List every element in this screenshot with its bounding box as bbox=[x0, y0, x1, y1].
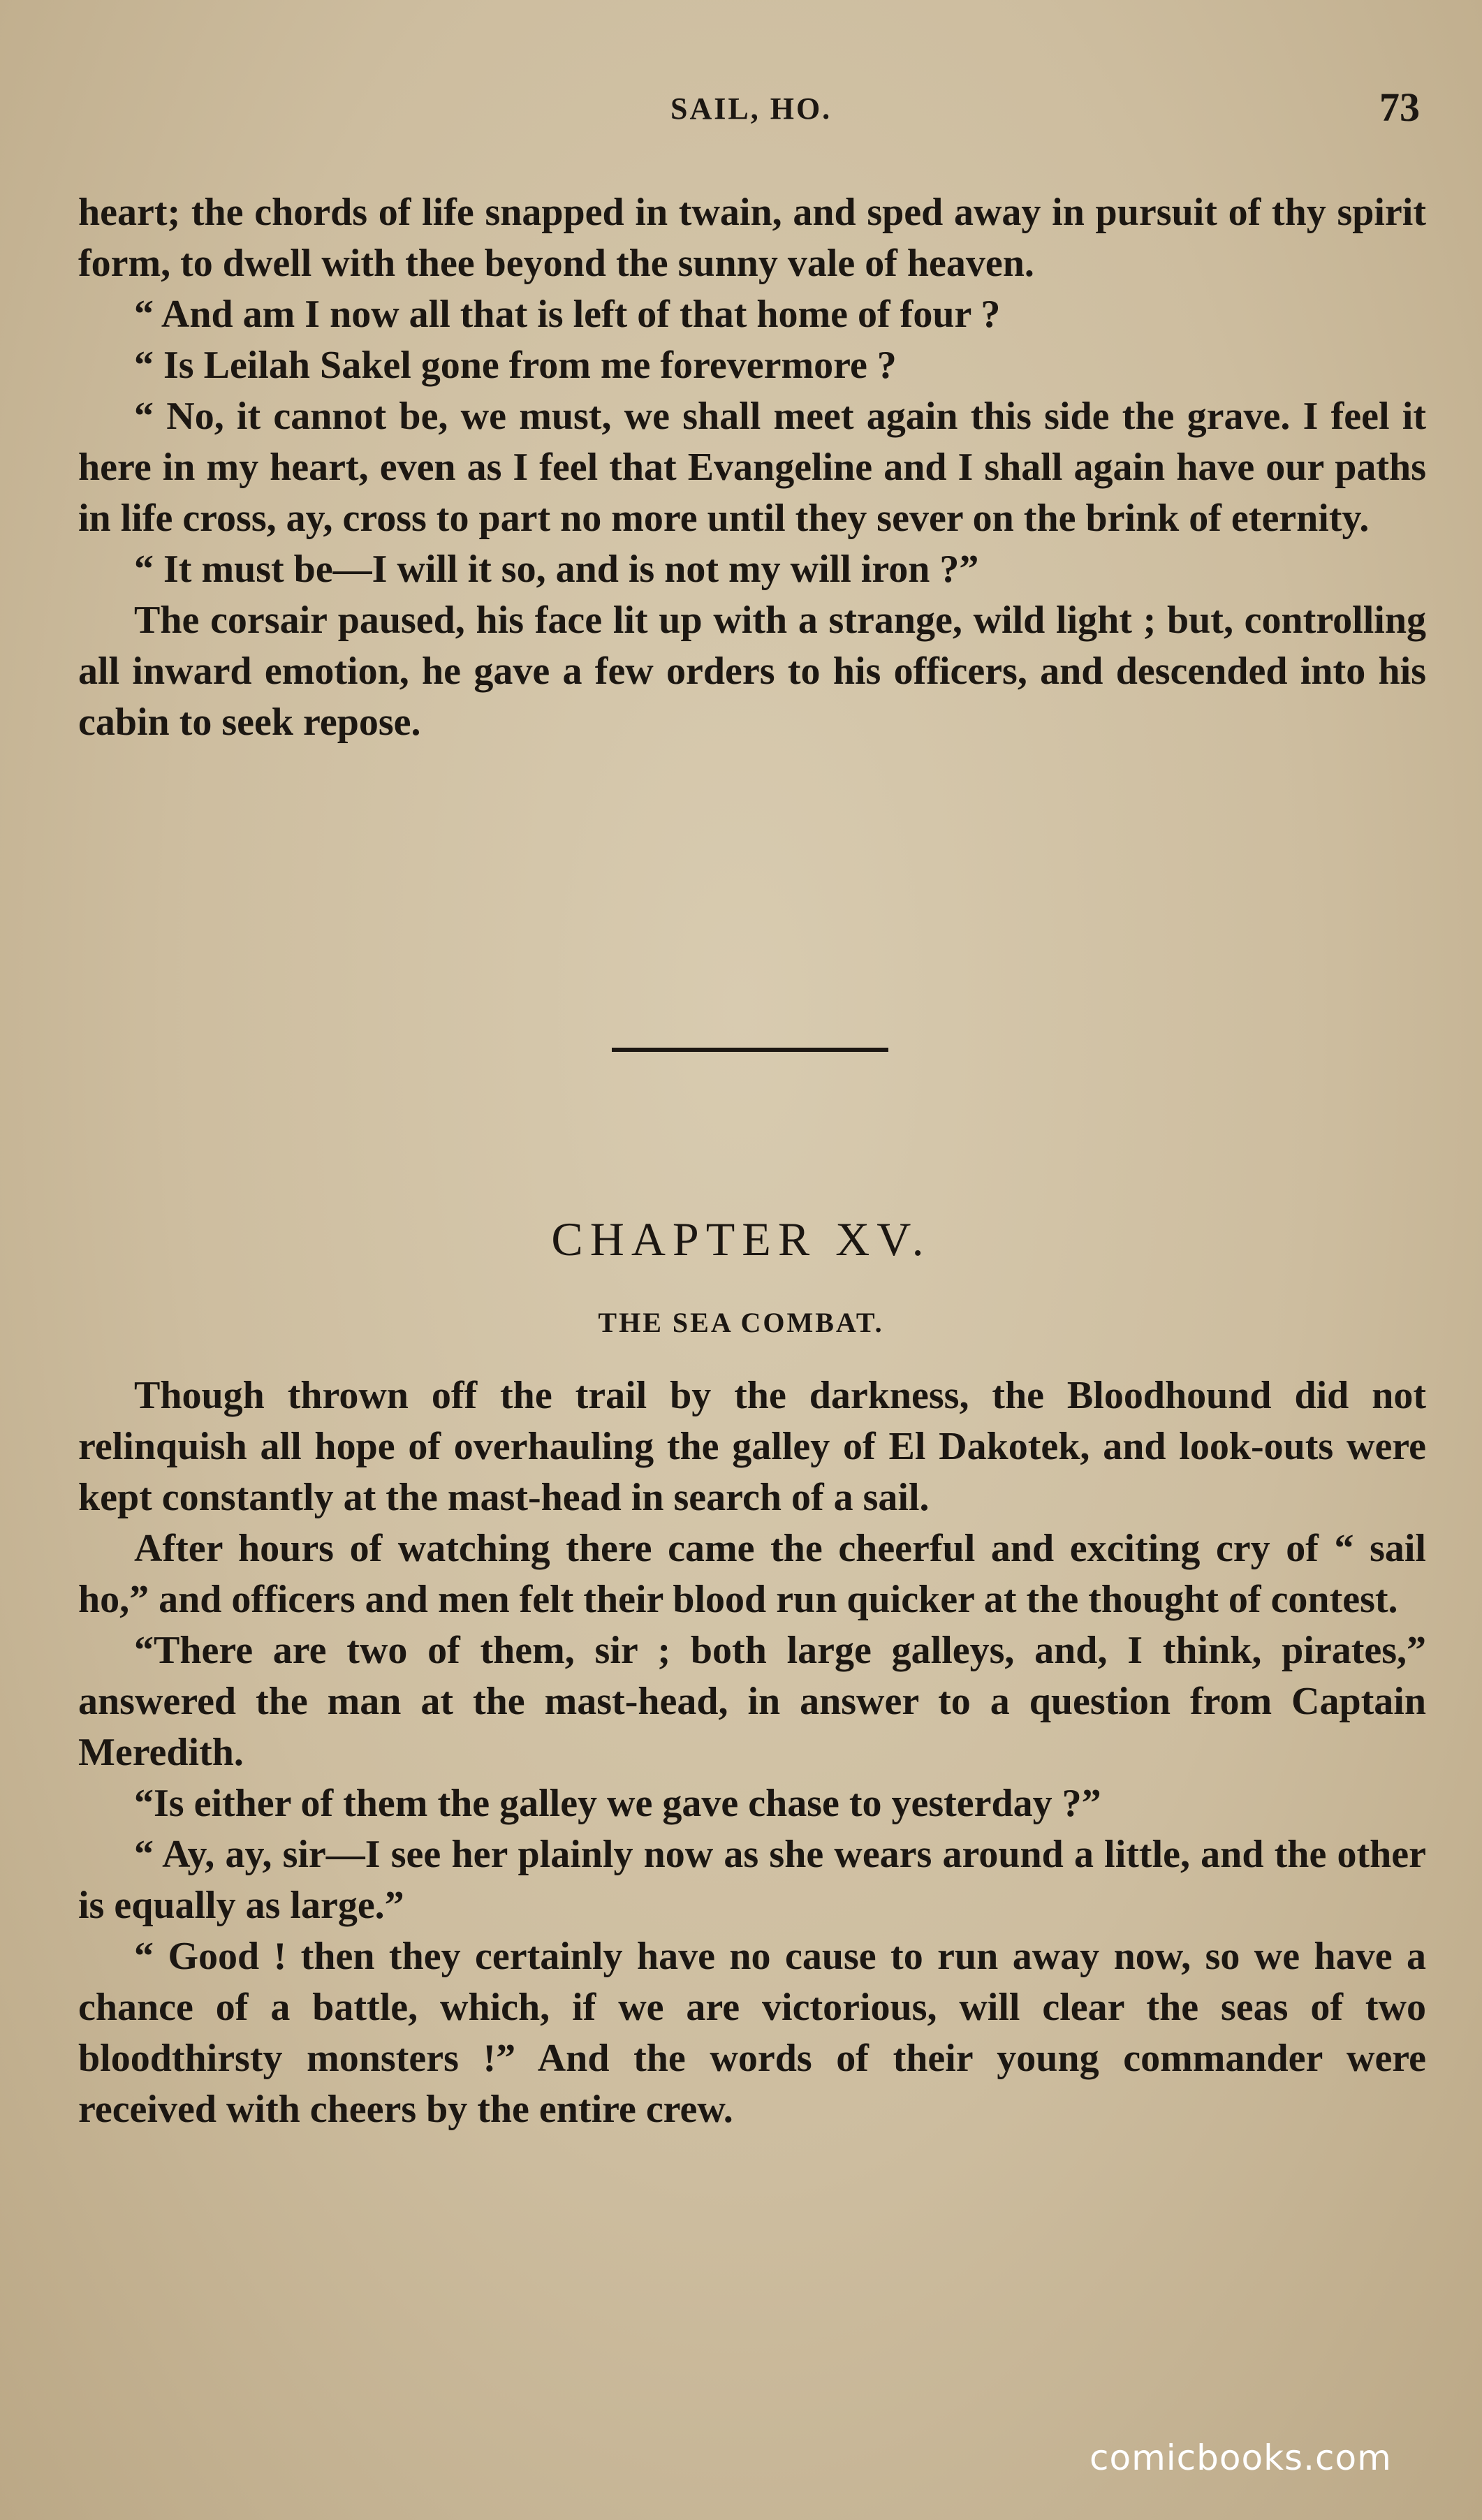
section-divider bbox=[612, 1048, 888, 1052]
paragraph: The corsair paused, his face lit up with a strange, wild light ; but, controlling all inward emotion, he gave a few orders to his officers, and descended into his cabin to seek repose. bbox=[78, 599, 1426, 744]
text-block-chapter bbox=[78, 1370, 1426, 2135]
chapter-subtitle: THE SEA COMBAT. bbox=[598, 1307, 884, 1338]
paragraph: “ Is Leilah Sakel gone from me forevermore ? bbox=[134, 344, 897, 387]
paragraph: “ Good ! then they certainly have no cause to run away now, so we have a chance of a battle, which, if we are victorious, will clear the seas of two bloodthirsty monsters !” And the words of their young commander were received with cheers by the entire crew. bbox=[78, 1935, 1426, 2131]
chapter-title: CHAPTER XV. bbox=[551, 1213, 931, 1266]
paragraph: heart; the chords of life snapped in twain, and sped away in pursuit of thy spirit form, to dwell with thee beyond the sunny vale of heaven. bbox=[78, 191, 1426, 285]
paragraph: Though thrown off the trail by the darkness, the Bloodhound did not relinquish all hope of overhauling the galley of El Dakotek, and look-outs were kept constantly at the mast-head in search of a sail. bbox=[78, 1374, 1426, 1519]
paragraph: “ It must be—I will it so, and is not my will iron ?” bbox=[134, 548, 979, 591]
page-header bbox=[0, 84, 1482, 140]
running-title: SAIL, HO. bbox=[670, 91, 832, 126]
paragraph: “ No, it cannot be, we must, we shall meet again this side the grave. I feel it here in my heart, even as I feel that Evangeline and I shall again have our paths in life cross, ay, cross to part no more until they sever on the brink of eternity. bbox=[78, 395, 1426, 540]
watermark: comicbooks.com bbox=[1090, 2438, 1392, 2478]
paragraph: After hours of watching there came the cheerful and exciting cry of “ sail ho,” and officers and men felt their blood run quicker at the thought of contest. bbox=[78, 1527, 1426, 1621]
text-block-before-chapter bbox=[78, 187, 1426, 748]
paragraph: “There are two of them, sir ; both large galleys, and, I think, pirates,” answered the man at the mast-head, in answer to a question from Captain Meredith. bbox=[78, 1629, 1426, 1774]
paragraph: “ And am I now all that is left of that home of four ? bbox=[134, 293, 1001, 336]
paragraph: “Is either of them the galley we gave chase to yesterday ?” bbox=[134, 1782, 1101, 1825]
page-number: 73 bbox=[1379, 85, 1420, 130]
paragraph: “ Ay, ay, sir—I see her plainly now as she wears around a little, and the other is equally as large.” bbox=[78, 1833, 1426, 1927]
